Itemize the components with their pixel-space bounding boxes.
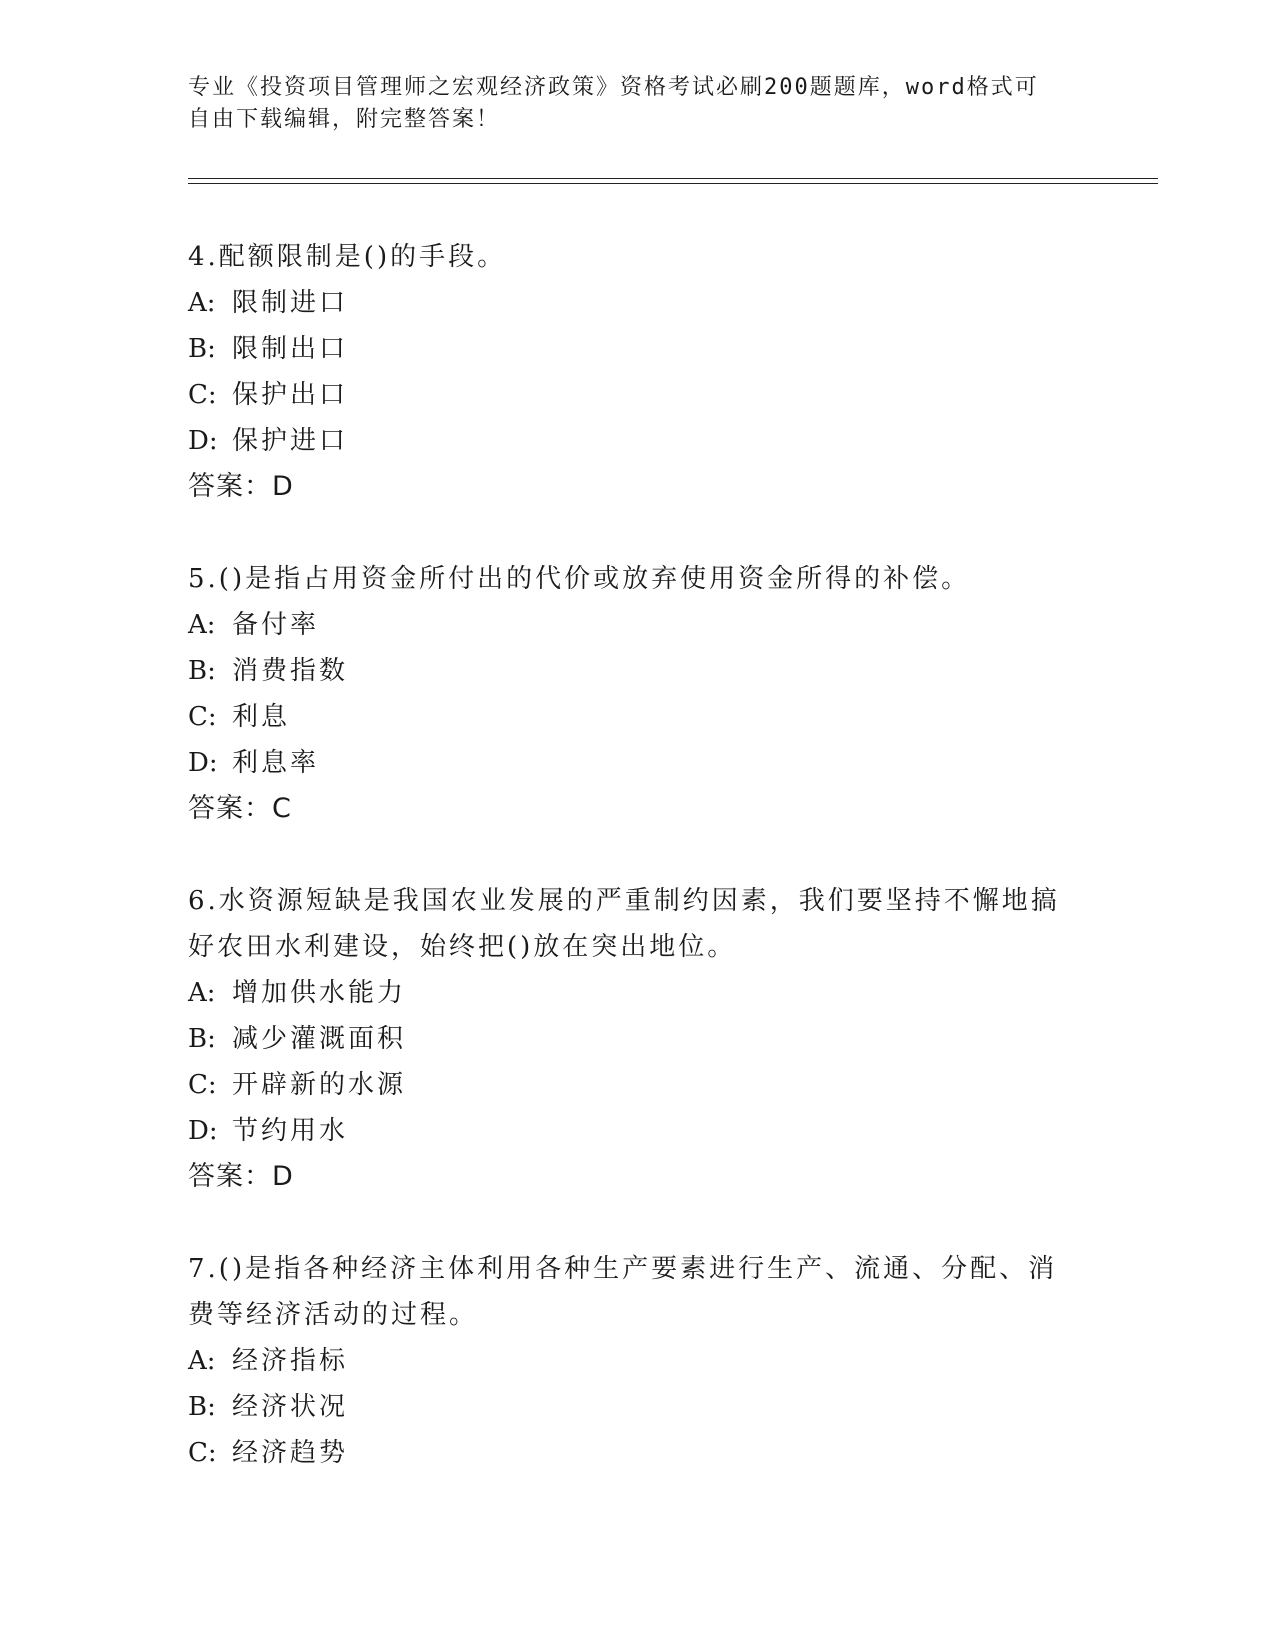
- option-key: B:: [188, 656, 216, 686]
- question-stem: 5.()是指占用资金所付出的代价或放弃使用资金所得的补偿。: [188, 564, 971, 594]
- question-stem: 7.()是指各种经济主体利用各种生产要素进行生产、流通、分配、消费等经济活动的过程。: [188, 1254, 1058, 1330]
- question-stem: 6.水资源短缺是我国农业发展的严重制约因素，我们要坚持不懈地搞好农田水利建设，始终把()放在突出地位。: [188, 886, 1060, 962]
- document-header: [188, 72, 1068, 136]
- option-text: 节约用水: [232, 1116, 349, 1146]
- option-key: D:: [188, 426, 218, 456]
- option-key: C:: [188, 702, 217, 732]
- option-b: [188, 326, 1068, 372]
- option-text: 消费指数: [232, 656, 349, 686]
- question-stem: 4.配额限制是()的手段。: [188, 242, 507, 272]
- question-item: [188, 1246, 1068, 1476]
- option-text: 利息: [232, 702, 291, 732]
- option-a: [188, 280, 1068, 326]
- option-text: 利息率: [232, 748, 320, 778]
- option-text: 保护出口: [232, 380, 349, 410]
- question-item: [188, 234, 1068, 510]
- header-line-1: 专业《投资项目管理师之宏观经济政策》资格考试必刷200题题库，word格式可: [188, 75, 1039, 100]
- option-text: 增加供水能力: [232, 978, 407, 1008]
- option-text: 经济趋势: [232, 1438, 349, 1468]
- option-key: C:: [188, 380, 217, 410]
- question-item: [188, 878, 1068, 1200]
- option-text: 经济状况: [232, 1392, 349, 1422]
- option-text: 经济指标: [232, 1346, 349, 1376]
- option-key: C:: [188, 1438, 217, 1468]
- option-d: [188, 740, 1068, 786]
- header-line-2: 自由下载编辑，附完整答案！: [188, 107, 501, 132]
- answer-line: 答案：D: [188, 471, 294, 502]
- option-a: [188, 1338, 1068, 1384]
- option-b: [188, 1016, 1068, 1062]
- option-text: 减少灌溉面积: [232, 1024, 407, 1054]
- option-key: B:: [188, 1392, 216, 1422]
- option-a: [188, 970, 1068, 1016]
- option-b: [188, 648, 1068, 694]
- header-divider-bottom: [188, 183, 1158, 184]
- option-c: [188, 372, 1068, 418]
- option-key: D:: [188, 1116, 218, 1146]
- option-c: [188, 694, 1068, 740]
- option-key: A:: [188, 288, 216, 318]
- option-text: 开辟新的水源: [232, 1070, 407, 1100]
- option-key: A:: [188, 978, 216, 1008]
- option-key: C:: [188, 1070, 217, 1100]
- option-d: [188, 418, 1068, 464]
- option-text: 限制进口: [232, 288, 349, 318]
- option-key: B:: [188, 334, 216, 364]
- option-c: [188, 1430, 1068, 1476]
- option-key: A:: [188, 610, 216, 640]
- answer-line: 答案：C: [188, 793, 292, 824]
- question-list: [188, 234, 1068, 1522]
- option-text: 备付率: [232, 610, 320, 640]
- answer-line: 答案：D: [188, 1161, 294, 1192]
- question-item: [188, 556, 1068, 832]
- option-text: 限制出口: [232, 334, 349, 364]
- option-b: [188, 1384, 1068, 1430]
- option-c: [188, 1062, 1068, 1108]
- option-key: B:: [188, 1024, 216, 1054]
- header-divider-top: [188, 178, 1158, 179]
- option-key: A:: [188, 1346, 216, 1376]
- option-a: [188, 602, 1068, 648]
- option-d: [188, 1108, 1068, 1154]
- option-key: D:: [188, 748, 218, 778]
- option-text: 保护进口: [232, 426, 349, 456]
